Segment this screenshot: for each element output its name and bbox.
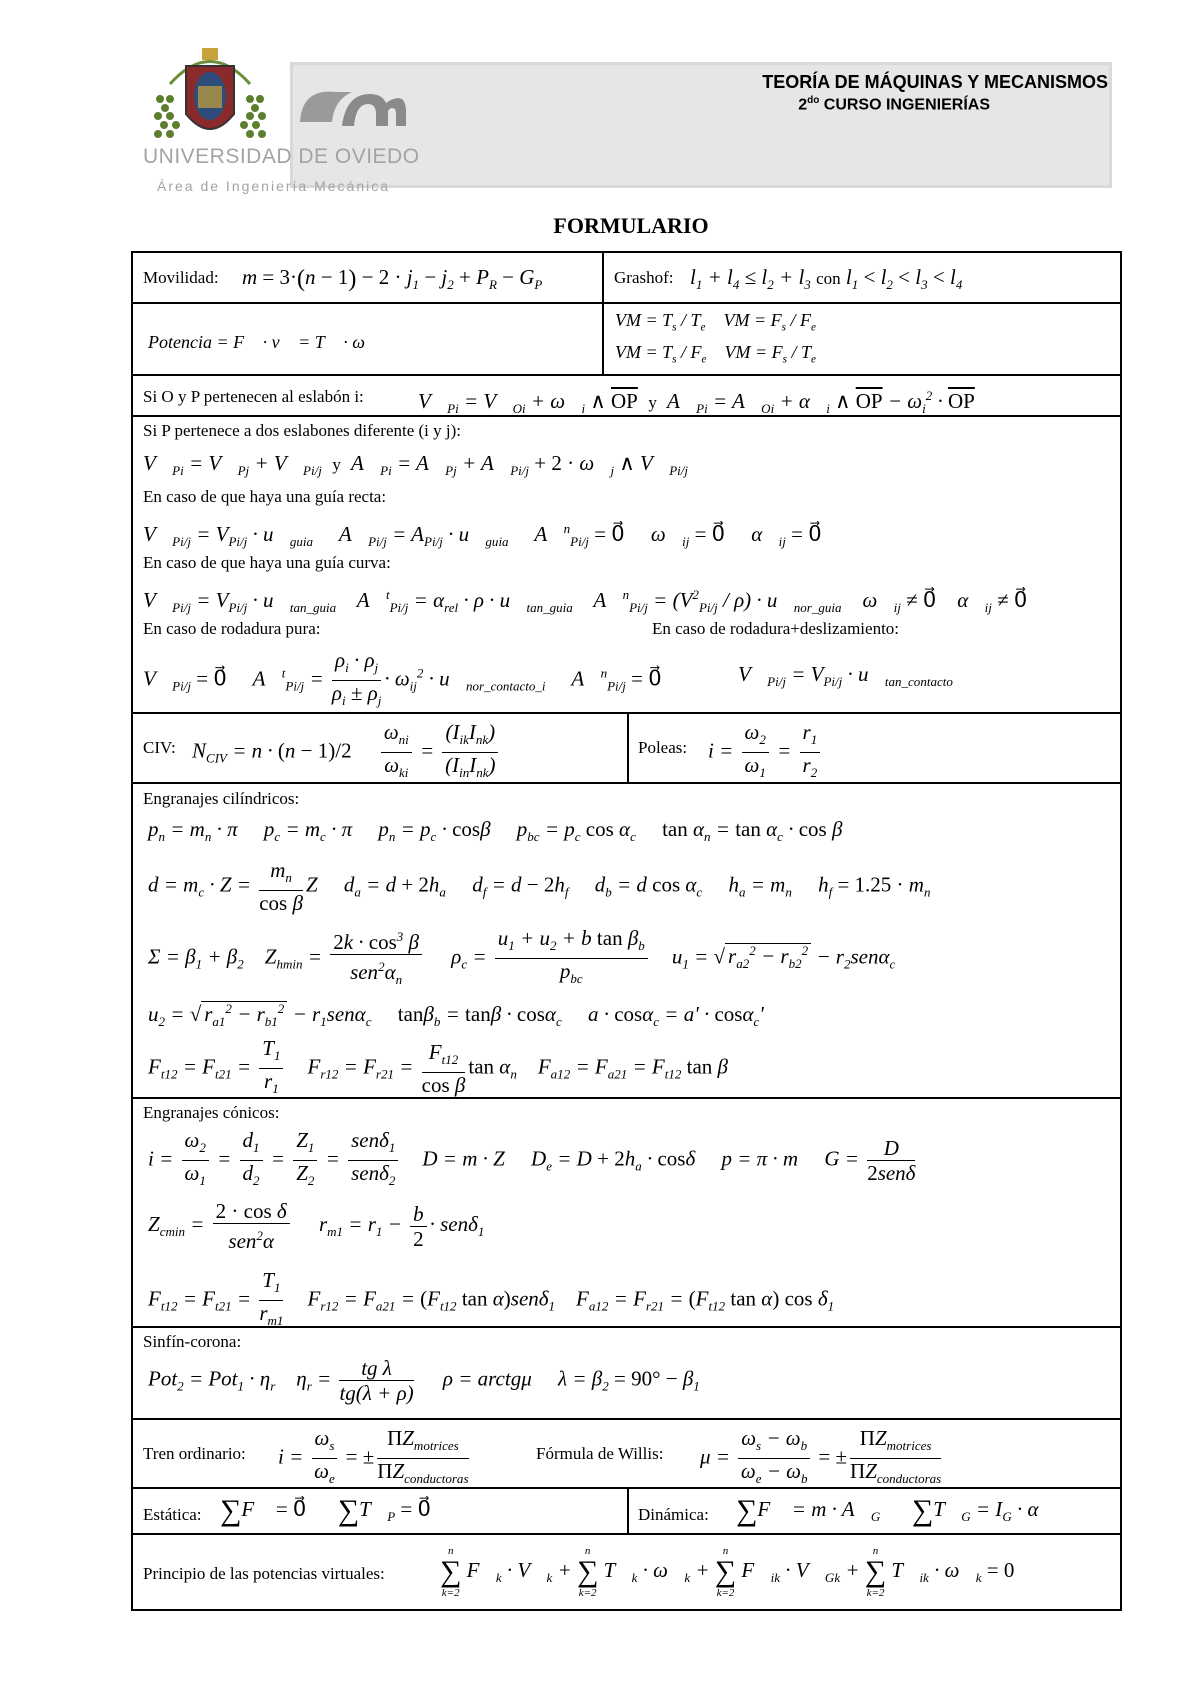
formula-velocidad-aceleracion: $V⃗_{Pi}$ = $V⃗_{Oi}$ + $\omega⃗_i$ ∧ $\overline{OP}$ y $A⃗_{Pi}$ = $A⃗_{Oi}$ + $\alpha⃗_i$ ∧ $\overline{OP} - \omega_i^2 \cdot \overline{OP}$ — [418, 388, 975, 417]
label-engranajes-cilindricos: Engranajes cilíndricos: — [143, 789, 300, 808]
page-title: FORMULARIO — [553, 213, 709, 238]
formula-vm-2: VM = $T_s / F_e$ VM = $F_s / T_e$ — [615, 342, 816, 366]
formula-rodadura-pura: $V⃗_{Pi/j}$ = 0⃗ A⃗$^t_{Pi/j}$ = $\frac{\rho_i \cdot \rho_j}{\rho_i \pm \rho_j}$ · $\omega_{ij}^2$ · $u⃗_{nor\_contacto\_i}$ A⃗$^n_{Pi/j}$ = 0⃗ — [143, 648, 662, 709]
formula-guia-recta: $V⃗_{Pi/j} = V_{Pi/j}$ · $u⃗_{guia}$ $A⃗_{Pi/j} = A_{Pi/j}$ · $u⃗_{guia}$ A⃗$^n_{Pi/j}$ = 0⃗ $\omega⃗_{ij}$ = 0⃗ $\alpha⃗_{ij}$ = 0⃗ — [143, 521, 822, 550]
label-sinfin-corona: Sinfín-corona: — [143, 1332, 242, 1351]
formula-estatica: ∑F⃗ = 0⃗ $\sum T⃗_P$ = 0⃗ — [220, 1494, 431, 1528]
area-name: Área de Ingeniería Mecánica — [157, 178, 390, 194]
label-poleas: Poleas: — [638, 738, 688, 757]
formula-vm-1: VM = $T_s / T_e$ VM = $F_s / F_e$ — [615, 310, 816, 334]
label-civ: CIV: — [143, 738, 176, 757]
formula-potencias-virtuales: n ∑ k=2 $F⃗_k$ · $V⃗_k$ + n ∑ k=2 $T⃗_k$ · $\omega⃗_k$ + n ∑ k=2 $F⃗_{ik}$ · $V⃗_{Gk}$ + n ∑ k=2 $T⃗_{ik}$ · $\omega⃗_k = 0$ — [440, 1545, 1015, 1599]
row-divider — [131, 302, 1122, 304]
label-rodadura-pura: En caso de rodadura pura: — [143, 619, 321, 638]
row-divider — [131, 1418, 1122, 1420]
label-engranajes-conicos: Engranajes cónicos: — [143, 1103, 280, 1122]
label-dinamica: Dinámica: — [638, 1505, 709, 1524]
label-si-o-p: Si O y P pertenecen al eslabón i: — [143, 387, 364, 406]
formula-cil-fuerzas: $F_{t12} = F_{t21}$ = $\frac{T_1}{r_1}$ $F_{r12} = F_{r21}$ = $\frac{F_{t12}}{\text{cos β}}$ $\tan \alpha_n$ $F_{a12} = F_{a21} = F_{t12}$ tan β — [148, 1036, 728, 1098]
label-grashof: Grashof: — [614, 268, 674, 287]
formula-civ: $N_{CIV} = n \cdot (n - 1)/2$ $\frac{\omega_{ni}}{\omega_{ki}}$ = $\frac{(I_{ik}I_{nk})}{(I_{in}I_{nk})}$ — [192, 720, 501, 785]
col-divider — [627, 1487, 629, 1533]
formula-rodadura-deslizamiento: $V⃗_{Pi/j} = V_{Pi/j}$ · $u⃗_{tan\_contacto}$ — [738, 662, 953, 690]
formula-con-zmin: $Z_{cmin}$ = $\frac{\text{2 · cos δ}}{sen^2\alpha}$ $r_{m1} = r_1$ − $\frac{b}{2}$ · senδ$_1$ — [148, 1199, 485, 1253]
formula-guia-curva: $V⃗_{Pi/j} = V_{Pi/j}$ · $u⃗_{tan\_guia}$ A⃗$^t_{Pi/j}$ = $\alpha_{rel} \cdot \rho$ · $u⃗_{tan\_guia}$ A⃗$^n_{Pi/j}$ = $(V^2_{Pi/j} / \rho)$ · $u⃗_{nor\_guia}$ $\omega⃗_{ij}$ ≠ 0⃗ $\alpha⃗_{ij}$ ≠ 0⃗ — [143, 587, 1028, 616]
formula-willis: μ = $\frac{\omega_s - \omega_b}{\omega_e - \omega_b}$ = ± $\frac{\Pi Z_{motrices}}{\Pi Z_{conductoras}}$ — [700, 1426, 942, 1487]
label-potencias-virtuales: Principio de las potencias virtuales: — [143, 1564, 385, 1583]
formula-movilidad: $m = 3\cdot(n - 1) - 2 \cdot j_1 - j_2 + P_R - G_P$ — [242, 265, 543, 293]
formula-cil-diametros: $d = m_c \cdot Z$ = $\frac{m_n}{\text{cos β}}$ Z $d_a = d + 2h_a$ $d_f = d - 2h_f$ $d_b = d$ $\cos \alpha_c$ $h_a = m_n$ $h_f = 1.25 \cdot m_n$ — [148, 858, 931, 916]
university-name: UNIVERSIDAD DE OVIEDO — [143, 145, 420, 168]
formula-con-relacion: i = $\frac{\omega_2}{\omega_1}$ = $\frac{d_1}{d_2}$ = $\frac{Z_1}{Z_2}$ = $\frac{sen\delta_1}{sen\delta_2}$ D = m · Z $D_e = D + 2h_a \cdot \cos\delta$ p = π · m G = $\frac{D}{\text{2senδ}}$ — [148, 1128, 916, 1189]
label-rodadura-deslizamiento: En caso de rodadura+deslizamiento: — [652, 619, 900, 638]
row-divider — [131, 1533, 1122, 1535]
formula-potencia: Potencia = F⃗ · v⃗ = T⃗ · ω⃗ — [148, 332, 379, 352]
area-logo-icon — [292, 78, 408, 138]
label-tren-ordinario: Tren ordinario: — [143, 1444, 246, 1463]
formula-grashof: $l_1 + l_4 \le l_2 + l_3$ con $l_1 < l_2 < l_3 < l_4$ — [690, 265, 963, 293]
label-formula-willis: Fórmula de Willis: — [536, 1444, 664, 1463]
col-divider — [602, 251, 604, 374]
university-seal-icon — [150, 44, 270, 156]
formula-sinfin: $Pot_2 = Pot_1 \cdot \eta_r$ $\eta_r$ = $\frac{\text{tg λ}}{tg(\lambda + \rho)}$ ρ = arctgμ $\lambda = \beta_2 = 90^\circ - \beta_1$ — [148, 1356, 700, 1405]
course-title: TEORÍA DE MÁQUINAS Y MECANISMOS — [762, 72, 1108, 92]
col-divider — [627, 712, 629, 782]
row-divider — [131, 374, 1122, 376]
label-guia-recta: En caso de que haya una guía recta: — [143, 487, 387, 506]
label-si-p-dos: Si P pertenece a dos eslabones diferente (i y j): — [143, 421, 462, 440]
formula-cil-pasos: $p_n = m_n \cdot \pi$ $p_c = m_c \cdot \pi$ $p_n = p_c \cdot \cos\beta$ $p_{bc} = p_c$ $\cos \alpha_c$ $\tan \alpha_n = \tan \alpha_c \cdot \cos \beta$ — [148, 817, 843, 845]
formula-dinamica: ∑F⃗ = $m \cdot A⃗_G$ $\sum T⃗_G = I_G$ · α⃗ — [736, 1494, 1055, 1528]
formula-cil-zmin: $\Sigma = \beta_1 + \beta_2$ $Z_{hmin}$ = $\frac{2k \cdot \cos^3 \beta}{sen^2\alpha_n}$ $\rho_c$ = $\frac{u_1 + u_2 + b \tan \beta_b}{p_{bc}}$ $u_1$ = √ $r_{a2}^2 - r_{b2}^2 - r_2sen\alpha_c$ — [148, 925, 896, 988]
formula-con-fuerzas: $F_{t12} = F_{t21}$ = $\frac{T_1}{r_{m1}}$ $F_{r12} = F_{a21} = (F_{t12}$ tan α)senδ$_1$ $F_{a12} = F_{r21} = (F_{t12}$ tan α) $\cos \delta_1$ — [148, 1268, 835, 1329]
course-level: $2^{do}$ CURSO INGENIERÍAS — [798, 95, 990, 114]
formula-dos-eslabones: $V⃗_{Pi}$ = $V⃗_{Pj}$ + $V⃗_{Pi/j}$ y $A⃗_{Pi}$ = $A⃗_{Pj}$ + $A⃗_{Pi/j} + 2$ · $\omega⃗_j$ ∧ $V⃗_{Pi/j}$ — [143, 451, 689, 479]
label-estatica: Estática: — [143, 1505, 202, 1524]
formula-tren-ordinario: i = $\frac{\omega_s}{\omega_e}$ = ± $\frac{\Pi Z_{motrices}}{\Pi Z_{conductoras}}$ — [278, 1426, 469, 1487]
formula-cil-u2: $u_2$ = √ $r_{a1}^2 - r_{b1}^2 - r_1sen\alpha_c$ tanβ$_b$ = tanβ · cosα$_c$ a · cosα$_c$ = a' · cosα$_c$' — [148, 1001, 764, 1030]
formula-poleas: i = $\frac{\omega_2}{\omega_1}$ = $\frac{r_1}{r_2}$ — [708, 720, 823, 785]
label-movilidad: Movilidad: — [143, 268, 219, 287]
label-guia-curva: En caso de que haya una guía curva: — [143, 553, 391, 572]
